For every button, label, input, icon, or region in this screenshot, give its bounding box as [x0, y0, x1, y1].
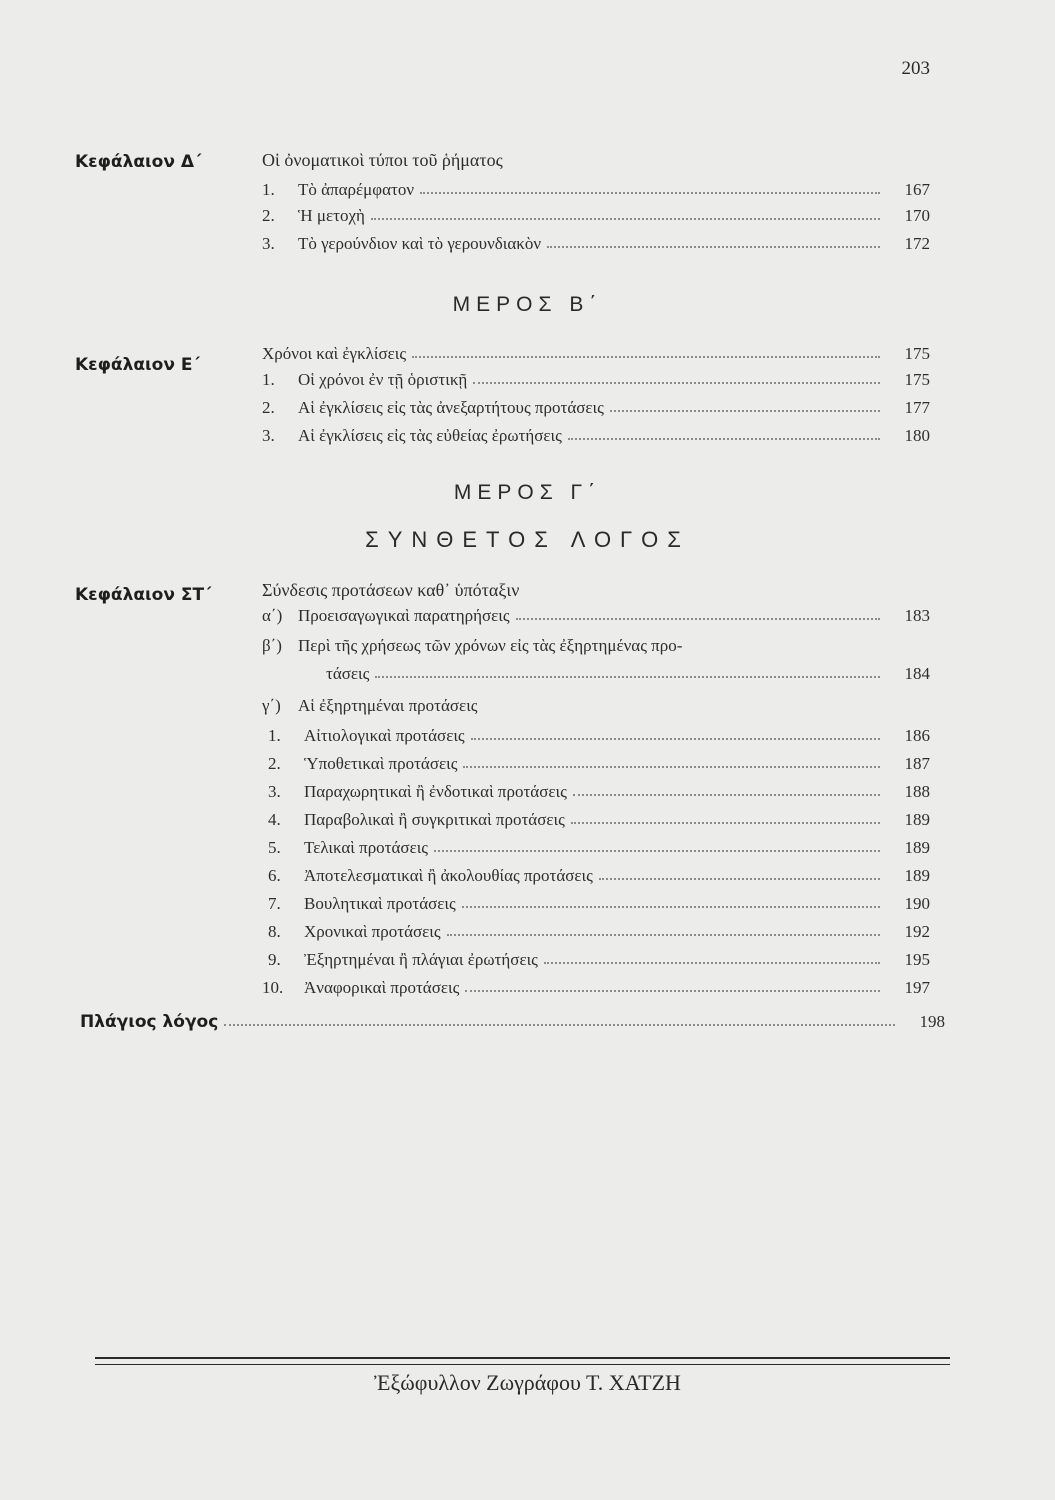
- entry-page: 170: [904, 206, 930, 225]
- chapter-e-heading: Χρόνοι καὶ ἐγκλίσεις: [262, 344, 407, 363]
- entry-number: 4.: [268, 810, 281, 829]
- dot-leader: [471, 738, 880, 740]
- entry-page: 187: [904, 754, 930, 773]
- entry-page: 186: [904, 726, 930, 745]
- entry-number: 9.: [268, 950, 281, 969]
- dot-leader: [463, 766, 880, 768]
- toc-entry: [262, 200, 930, 226]
- entry-title: Τελικαὶ προτάσεις: [304, 838, 429, 857]
- entry-title: Αἱ ἐξηρτημέναι προτάσεις: [298, 696, 478, 715]
- entry-number: α΄): [262, 606, 283, 625]
- toc-entry: [262, 174, 930, 200]
- chapter-st-heading: Σύνδεσις προτάσεων καθ᾽ ὑπόταξιν: [262, 580, 520, 600]
- dot-leader: [544, 962, 880, 964]
- toc-entry: [268, 832, 930, 858]
- toc-entry: [262, 228, 930, 254]
- entry-title: Αἱ ἐγκλίσεις εἰς τὰς ἀνεξαρτήτους προτάσεις: [298, 398, 604, 417]
- toc-entry: [268, 916, 930, 942]
- dot-leader: [434, 850, 880, 852]
- entry-page: 189: [904, 838, 930, 857]
- entry-page: 180: [904, 426, 930, 445]
- entry-title: Ὑποθετικαὶ προτάσεις: [304, 754, 458, 773]
- toc-entry: [268, 748, 930, 774]
- entry-page: 167: [904, 180, 930, 199]
- entry-page: 198: [919, 1012, 945, 1031]
- toc-entry: [262, 364, 930, 390]
- entry-title: Βουλητικαὶ προτάσεις: [304, 894, 456, 913]
- chapter-st-label: Κεφάλαιον ΣΤ΄: [75, 585, 212, 605]
- entry-title: Τὸ γερούνδιον καὶ τὸ γερουνδιακὸν: [298, 234, 542, 253]
- dot-leader: [516, 618, 880, 620]
- entry-page: 183: [904, 606, 930, 625]
- chapter-d-label: Κεφάλαιον Δ΄: [75, 152, 202, 172]
- entry-page: 189: [904, 810, 930, 829]
- entry-title: Ἐξηρτημέναι ἢ πλάγιαι ἐρωτήσεις: [304, 950, 538, 969]
- entry-page: 195: [904, 950, 930, 969]
- dot-leader: [547, 246, 880, 248]
- entry-number: 1.: [262, 370, 275, 389]
- dot-leader: [447, 934, 880, 936]
- divider-rule-top: [95, 1357, 950, 1359]
- entry-number: 2.: [268, 754, 281, 773]
- entry-title: Αἱ ἐγκλίσεις εἰς τὰς εὐθείας ἐρωτήσεις: [298, 426, 562, 445]
- entry-page: 175: [904, 344, 930, 363]
- chapter-e-heading-row: [262, 338, 930, 364]
- entry-page: 189: [904, 866, 930, 885]
- part-b-heading: ΜΕΡΟΣ Β΄: [452, 293, 603, 316]
- indirect-speech-label: Πλάγιος λόγος: [80, 1012, 219, 1032]
- toc-entry: [268, 860, 930, 886]
- dot-leader: [610, 410, 880, 412]
- entry-title: Οἱ χρόνοι ἐν τῇ ὁριστικῇ: [298, 370, 468, 389]
- toc-entry: [268, 888, 930, 914]
- dot-leader: [412, 356, 880, 358]
- toc-entry: [268, 776, 930, 802]
- entry-page: 172: [904, 234, 930, 253]
- dot-leader: [465, 990, 880, 992]
- divider-rule-bottom: [95, 1364, 950, 1365]
- entry-title: Ἀναφορικαὶ προτάσεις: [304, 978, 460, 997]
- toc-entry: [262, 972, 930, 998]
- toc-entry: [268, 720, 930, 746]
- dot-leader: [371, 218, 880, 220]
- part-c-heading: ΜΕΡΟΣ Γ΄: [453, 481, 602, 504]
- colophon: Ἐξώφυλλον Ζωγράφου Τ. ΧΑΤΖΗ: [374, 1370, 681, 1395]
- dot-leader: [420, 192, 880, 194]
- chapter-d-heading: Οἱ ὀνοματικοὶ τύποι τοῦ ῥήματος: [262, 150, 503, 170]
- entry-title: Παραχωρητικαὶ ἢ ἐνδοτικαὶ προτάσεις: [304, 782, 567, 801]
- toc-entry: [262, 392, 930, 418]
- entry-number: 3.: [262, 234, 275, 253]
- toc-subheading: [262, 690, 930, 716]
- toc-entry: [268, 944, 930, 970]
- dot-leader: [224, 1024, 895, 1026]
- dot-leader: [599, 878, 880, 880]
- toc-entry: [262, 630, 930, 656]
- part-c-title: ΣΥΝΘΕΤΟΣ ΛΟΓΟΣ: [365, 527, 690, 552]
- toc-entry-continuation: [326, 658, 930, 684]
- indirect-speech-entry: [80, 1006, 945, 1032]
- toc-entry: [262, 600, 930, 626]
- entry-number: 5.: [268, 838, 281, 857]
- entry-title: τάσεις: [326, 664, 370, 683]
- entry-number: 6.: [268, 866, 281, 885]
- entry-title: Παραβολικαὶ ἢ συγκριτικαὶ προτάσεις: [304, 810, 565, 829]
- entry-title: Ἀποτελεσματικαὶ ἢ ἀκολουθίας προτάσεις: [304, 866, 593, 885]
- dot-leader: [375, 676, 880, 678]
- entry-number: 3.: [268, 782, 281, 801]
- toc-entry: [268, 804, 930, 830]
- entry-page: 177: [904, 398, 930, 417]
- page-number: 203: [901, 58, 930, 79]
- dot-leader: [473, 382, 880, 384]
- entry-page: 188: [904, 782, 930, 801]
- entry-page: 190: [904, 894, 930, 913]
- entry-page: 197: [904, 978, 930, 997]
- entry-number: 1.: [262, 180, 275, 199]
- dot-leader: [571, 822, 880, 824]
- toc-entry: [262, 420, 930, 446]
- entry-title: Προεισαγωγικαὶ παρατηρήσεις: [298, 606, 510, 625]
- entry-number: β΄): [262, 636, 282, 655]
- entry-number: 3.: [262, 426, 275, 445]
- dot-leader: [573, 794, 880, 796]
- chapter-e-label: Κεφάλαιον Ε΄: [75, 355, 200, 375]
- entry-number: 10.: [262, 978, 284, 997]
- dot-leader: [568, 438, 880, 440]
- entry-number: 1.: [268, 726, 281, 745]
- entry-number: γ΄): [262, 696, 281, 715]
- entry-number: 7.: [268, 894, 281, 913]
- entry-page: 175: [904, 370, 930, 389]
- entry-title: Περὶ τῆς χρήσεως τῶν χρόνων εἰς τὰς ἐξηρτημένας προ-: [298, 636, 683, 655]
- entry-title: Χρονικαὶ προτάσεις: [304, 922, 441, 941]
- entry-title: Τὸ ἀπαρέμφατον: [298, 180, 415, 199]
- entry-number: 2.: [262, 206, 275, 225]
- entry-number: 8.: [268, 922, 281, 941]
- entry-number: 2.: [262, 398, 275, 417]
- entry-page: 192: [904, 922, 930, 941]
- dot-leader: [462, 906, 880, 908]
- entry-title: Ἡ μετοχὴ: [298, 206, 365, 225]
- entry-page: 184: [904, 664, 930, 683]
- entry-title: Αἰτιολογικαὶ προτάσεις: [304, 726, 465, 745]
